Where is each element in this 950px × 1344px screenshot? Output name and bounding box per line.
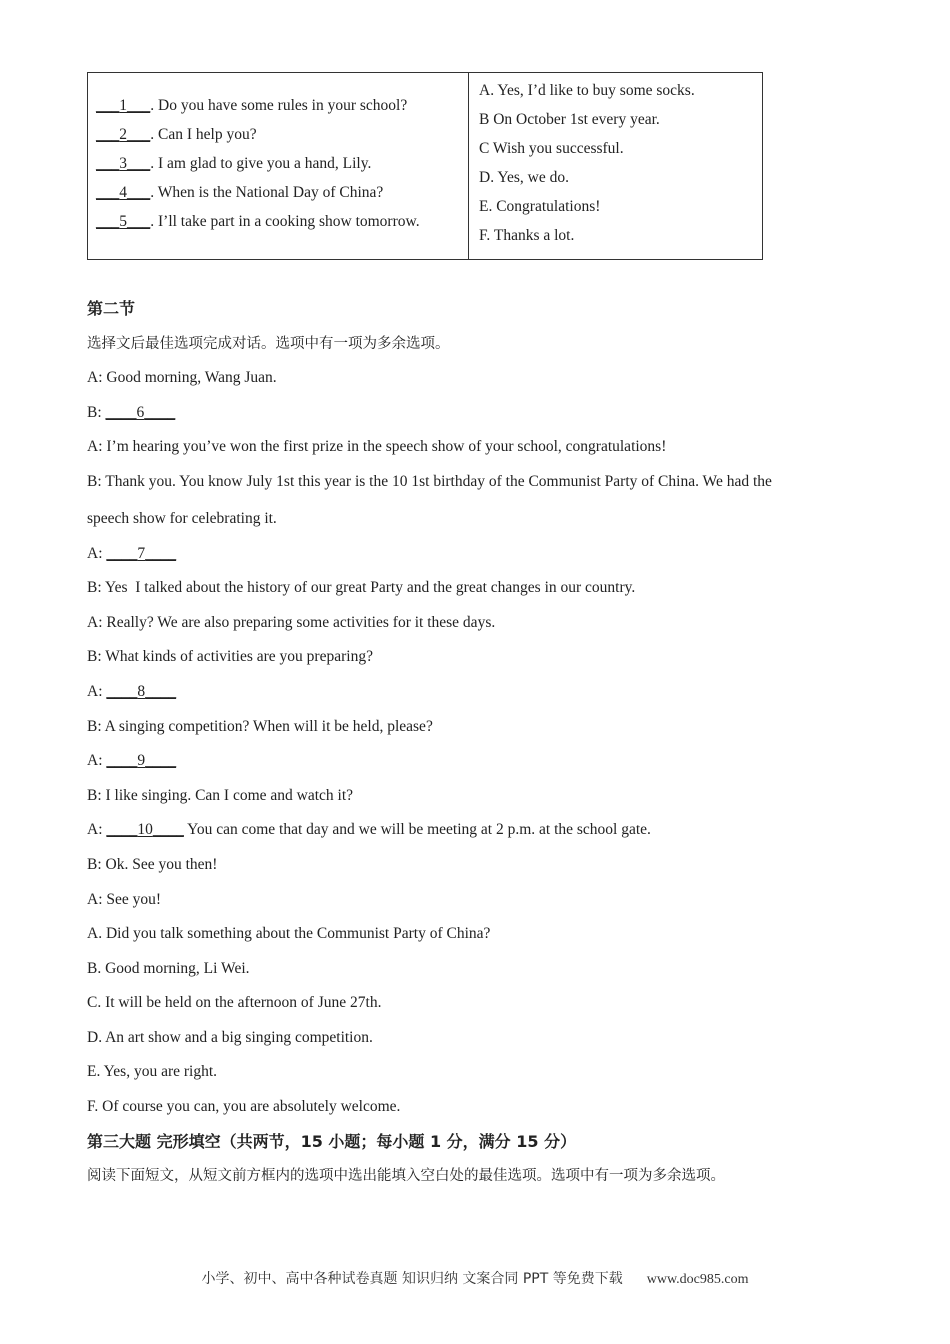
section-three-heading: 第三大题 完形填空（共两节，15 小题；每小题 1 分，满分 15 分） [87,1131,577,1151]
question-2 [88,124,468,153]
options-column [469,73,762,259]
dialogue-text: A: [87,544,107,562]
answer-blank[interactable]: ___2___ [96,126,151,143]
dialogue-line [87,852,847,887]
dialogue-option-e: E. Yes, you are right. [87,1063,218,1081]
dialogue-blank[interactable]: ____10____ [106,821,184,839]
question-5 [88,211,468,240]
dialogue-text: A: [87,821,107,839]
dialogue-text: B: Ok. See you then! [87,855,218,873]
dialogue-line [87,783,847,818]
dialogue-text: A: [87,682,107,700]
dialogue-option-c: C. It will be held on the afternoon of June 27th. [87,994,382,1012]
dialogue-line [87,748,847,783]
dialogue-line [87,575,847,610]
footer-site[interactable]: www.doc985.com [646,1272,749,1287]
dialogue-text: A: Good morning, Wang Juan. [87,369,277,387]
dialogue-text: B: [87,403,106,421]
dialogue-line [87,679,847,714]
dialogue-option-b: B. Good morning, Li Wei. [87,959,250,977]
dialogue-blank[interactable]: ____8____ [106,682,177,700]
matching-table [87,72,763,260]
dialogue [87,365,847,921]
dialogue-text: B: Thank you. You know July 1st this year is the 10 1st birthday of the Communist Party of China. We had the [87,472,772,490]
section-two-heading: 第二节 [87,299,136,318]
dialogue-text: A: Really? We are also preparing some activities for it these days. [87,613,496,631]
question-text: . When is the National Day of China? [150,184,384,201]
dialogue-line [87,434,847,469]
dialogue-text: A: [87,752,107,770]
answer-blank[interactable]: ___3___ [96,155,151,172]
dialogue-blank[interactable]: ____7____ [106,544,177,562]
question-3 [88,153,468,182]
answer-blank[interactable]: ___1___ [96,97,151,114]
dialogue-text: speech show for celebrating it. [87,509,277,527]
dialogue-text: A: See you! [87,890,162,908]
questions-column [88,73,469,259]
dialogue-text: B: What kinds of activities are you preparing? [87,648,373,666]
question-1 [88,95,468,124]
option-a: A. Yes, I’d like to buy some socks. [479,82,695,99]
option-d: D. Yes, we do. [479,169,569,186]
dialogue-line [87,469,847,506]
dialogue-line [87,610,847,645]
option-b: B On October 1st every year. [479,111,660,128]
option-c: C Wish you successful. [479,140,624,157]
dialogue-line [87,817,847,852]
dialogue-line [87,887,847,922]
footer-text: 小学、初中、高中各种试卷真题 知识归纳 文案合同 PPT 等免费下载 [201,1271,623,1287]
dialogue-line [87,714,847,749]
dialogue-text: B: A singing competition? When will it be held, please? [87,717,433,735]
question-4 [88,182,468,211]
dialogue-line [87,541,847,576]
question-text: . I am glad to give you a hand, Lily. [150,155,372,172]
question-text: . I’ll take part in a cooking show tomorrow. [150,213,420,230]
answer-blank[interactable]: ___4___ [96,184,151,201]
dialogue-line [87,506,847,541]
dialogue-text: You can come that day and we will be meeting at 2 p.m. at the school gate. [183,821,651,839]
option-e: E. Congratulations! [479,198,601,215]
dialogue-text: B: I like singing. Can I come and watch it? [87,786,354,804]
dialogue-text: B: Yes I talked about the history of our great Party and the great changes in our country. [87,579,636,597]
dialogue-option-d: D. An art show and a big singing competition. [87,1028,373,1046]
question-text: . Can I help you? [150,126,257,143]
answer-blank[interactable]: ___5___ [96,213,151,230]
dialogue-line [87,644,847,679]
dialogue-blank[interactable]: ____9____ [106,752,177,770]
option-f: F. Thanks a lot. [479,227,575,244]
dialogue-line [87,365,847,400]
dialogue-option-f: F. Of course you can, you are absolutely welcome. [87,1098,401,1116]
dialogue-line [87,400,847,435]
section-three-instruction: 阅读下面短文，从短文前方框内的选项中选出能填入空白处的最佳选项。选项中有一项为多余选项。 [87,1168,725,1185]
dialogue-option-a: A. Did you talk something about the Communist Party of China? [87,925,491,943]
section-two [87,296,847,1198]
section-two-instruction: 选择文后最佳选项完成对话。选项中有一项为多余选项。 [87,335,450,352]
dialogue-blank[interactable]: ____6____ [105,403,176,421]
page-footer [0,1268,950,1288]
question-text: . Do you have some rules in your school? [150,97,408,114]
dialogue-text: A: I’m hearing you’ve won the first prize in the speech show of your school, congratulations! [87,438,667,456]
